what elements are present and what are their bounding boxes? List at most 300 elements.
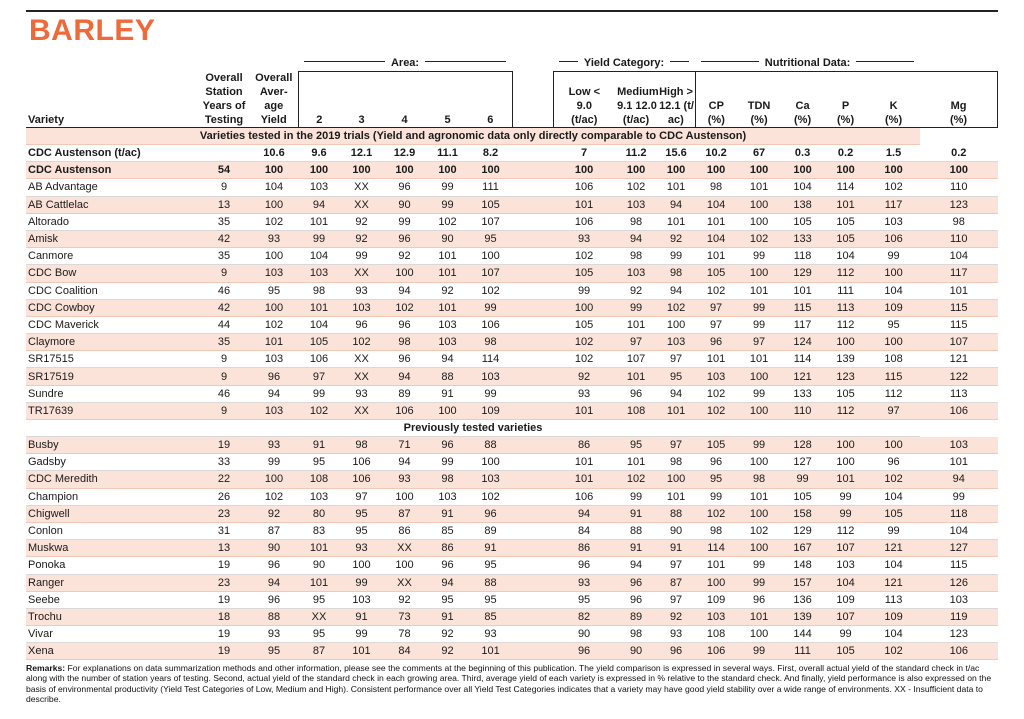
variety-name: Conlon bbox=[26, 522, 198, 539]
table-cell: 100 bbox=[737, 540, 781, 557]
table-cell: 99 bbox=[426, 196, 469, 213]
table-row bbox=[26, 299, 998, 316]
table-cell: 100 bbox=[824, 454, 867, 471]
spacer-cell bbox=[512, 608, 553, 625]
table-cell: 92 bbox=[657, 230, 695, 247]
table-row bbox=[26, 626, 998, 643]
table-cell: 101 bbox=[553, 196, 615, 213]
table-cell: 85 bbox=[426, 522, 469, 539]
table-cell: 99 bbox=[553, 282, 615, 299]
variety-name: Champion bbox=[26, 488, 198, 505]
table-cell: 83 bbox=[298, 522, 340, 539]
table-cell: 100 bbox=[867, 162, 920, 179]
table-cell: 86 bbox=[383, 522, 426, 539]
table-cell: 123 bbox=[920, 196, 997, 213]
spacer-cell bbox=[512, 488, 553, 505]
table-cell: 103 bbox=[250, 402, 298, 419]
table-cell: 99 bbox=[867, 522, 920, 539]
table-row bbox=[26, 522, 998, 539]
table-cell: 102 bbox=[553, 334, 615, 351]
table-cell: 97 bbox=[657, 591, 695, 608]
table-row bbox=[26, 368, 998, 385]
table-cell: 99 bbox=[250, 454, 298, 471]
table-cell: XX bbox=[340, 196, 383, 213]
table-cell: 92 bbox=[553, 368, 615, 385]
table-cell: 96 bbox=[695, 454, 737, 471]
table-cell: 96 bbox=[469, 505, 512, 522]
table-cell: 86 bbox=[553, 540, 615, 557]
table-cell: 122 bbox=[920, 368, 997, 385]
table-cell: 90 bbox=[657, 522, 695, 539]
table-cell: 99 bbox=[824, 505, 867, 522]
table-cell: 100 bbox=[824, 437, 867, 454]
variety-name: Muskwa bbox=[26, 540, 198, 557]
spacer-cell bbox=[512, 196, 553, 213]
table-cell: 121 bbox=[867, 574, 920, 591]
section-header bbox=[26, 420, 998, 437]
table-cell: 94 bbox=[657, 385, 695, 402]
table-cell: 9 bbox=[198, 368, 250, 385]
table-cell: 101 bbox=[824, 471, 867, 488]
table-cell: 100 bbox=[867, 265, 920, 282]
table-cell: 102 bbox=[867, 643, 920, 660]
table-cell: 101 bbox=[298, 213, 340, 230]
spacer-cell bbox=[512, 162, 553, 179]
table-cell: 98 bbox=[920, 213, 997, 230]
table-cell: 90 bbox=[553, 626, 615, 643]
variety-name: Seebe bbox=[26, 591, 198, 608]
table-cell: 148 bbox=[781, 557, 824, 574]
table-cell: 112 bbox=[824, 316, 867, 333]
table-cell: 91 bbox=[615, 540, 657, 557]
table-cell: 96 bbox=[615, 385, 657, 402]
table-cell: 97 bbox=[867, 402, 920, 419]
table-cell: 88 bbox=[426, 368, 469, 385]
table-cell: 96 bbox=[695, 334, 737, 351]
table-cell: 102 bbox=[615, 179, 657, 196]
table-cell: 98 bbox=[695, 522, 737, 539]
area-5-header: 5 bbox=[426, 71, 469, 128]
table-cell: 98 bbox=[469, 334, 512, 351]
table-row bbox=[26, 145, 998, 162]
table-cell: 35 bbox=[198, 213, 250, 230]
table-cell: 96 bbox=[657, 643, 695, 660]
variety-name: Gadsby bbox=[26, 454, 198, 471]
table-cell: 88 bbox=[469, 574, 512, 591]
table-cell: 101 bbox=[781, 282, 824, 299]
table-cell: 101 bbox=[426, 248, 469, 265]
table-cell: 95 bbox=[426, 591, 469, 608]
table-cell: 97 bbox=[657, 437, 695, 454]
table-cell: 97 bbox=[298, 368, 340, 385]
table-cell: 95 bbox=[250, 282, 298, 299]
table-cell: 109 bbox=[867, 608, 920, 625]
table-cell: 105 bbox=[298, 334, 340, 351]
table-row bbox=[26, 540, 998, 557]
table-cell: 100 bbox=[250, 196, 298, 213]
table-cell: 89 bbox=[615, 608, 657, 625]
table-row bbox=[26, 196, 998, 213]
table-cell: 99 bbox=[426, 454, 469, 471]
table-cell: 89 bbox=[469, 522, 512, 539]
table-cell: 101 bbox=[426, 299, 469, 316]
table-cell: 91 bbox=[298, 437, 340, 454]
table-cell: 133 bbox=[781, 385, 824, 402]
table-cell: 109 bbox=[867, 299, 920, 316]
table-cell: 100 bbox=[737, 162, 781, 179]
table-cell: XX bbox=[340, 179, 383, 196]
spacer-cell bbox=[512, 522, 553, 539]
table-cell: 87 bbox=[250, 522, 298, 539]
table-cell: 104 bbox=[920, 248, 997, 265]
table-cell: 97 bbox=[657, 557, 695, 574]
table-cell: 100 bbox=[737, 368, 781, 385]
table-cell: 93 bbox=[553, 385, 615, 402]
table-cell: 22 bbox=[198, 471, 250, 488]
table-cell: 100 bbox=[426, 402, 469, 419]
table-row bbox=[26, 574, 998, 591]
table-cell: 106 bbox=[469, 316, 512, 333]
table-cell: 97 bbox=[695, 299, 737, 316]
table-cell: 91 bbox=[615, 505, 657, 522]
table-cell: 106 bbox=[867, 230, 920, 247]
table-cell: 105 bbox=[469, 196, 512, 213]
remarks bbox=[26, 663, 1002, 705]
table-cell: 114 bbox=[781, 351, 824, 368]
table-cell: 100 bbox=[615, 162, 657, 179]
table-cell: 103 bbox=[867, 213, 920, 230]
table-cell: 144 bbox=[781, 626, 824, 643]
section-header bbox=[26, 128, 998, 145]
table-cell: 0.2 bbox=[824, 145, 867, 162]
table-cell: 136 bbox=[781, 591, 824, 608]
table-cell: 127 bbox=[920, 540, 997, 557]
table-cell: 101 bbox=[657, 402, 695, 419]
table-cell: 23 bbox=[198, 505, 250, 522]
table-cell: 99 bbox=[920, 488, 997, 505]
area-4-header: 4 bbox=[383, 71, 426, 128]
table-cell: 44 bbox=[198, 316, 250, 333]
table-cell: 129 bbox=[781, 522, 824, 539]
table-cell: 139 bbox=[781, 608, 824, 625]
nutrition-p-header: P (%) bbox=[824, 71, 867, 128]
table-cell: 101 bbox=[920, 454, 997, 471]
table-cell: 107 bbox=[824, 540, 867, 557]
area-6-header: 6 bbox=[469, 71, 512, 128]
table-cell: 96 bbox=[737, 591, 781, 608]
table-cell: 99 bbox=[615, 488, 657, 505]
table-cell: 96 bbox=[553, 643, 615, 660]
spacer-cell bbox=[512, 626, 553, 643]
table-cell: 97 bbox=[657, 351, 695, 368]
table-cell: 90 bbox=[383, 196, 426, 213]
table-cell: 101 bbox=[737, 351, 781, 368]
spacer-cell bbox=[512, 437, 553, 454]
spacer-cell bbox=[512, 179, 553, 196]
table-cell: 12.9 bbox=[383, 145, 426, 162]
table-cell: 102 bbox=[469, 488, 512, 505]
nutrition-ca-header: Ca (%) bbox=[781, 71, 824, 128]
table-cell: 90 bbox=[298, 557, 340, 574]
table-cell: 101 bbox=[657, 179, 695, 196]
table-cell: 80 bbox=[298, 505, 340, 522]
table-cell: 98 bbox=[695, 179, 737, 196]
table-cell: 92 bbox=[383, 248, 426, 265]
table-cell: 100 bbox=[657, 471, 695, 488]
table-cell: 109 bbox=[695, 591, 737, 608]
table-cell: 101 bbox=[737, 179, 781, 196]
table-cell: 115 bbox=[920, 557, 997, 574]
table-cell: 46 bbox=[198, 385, 250, 402]
table-cell: 158 bbox=[781, 505, 824, 522]
table-cell: 100 bbox=[657, 316, 695, 333]
variety-name: AB Cattlelac bbox=[26, 196, 198, 213]
table-cell: 113 bbox=[867, 591, 920, 608]
table-cell: 118 bbox=[920, 505, 997, 522]
table-cell: 101 bbox=[553, 454, 615, 471]
variety-name: CDC Maverick bbox=[26, 316, 198, 333]
table-cell: 100 bbox=[781, 162, 824, 179]
table-cell: 95 bbox=[469, 591, 512, 608]
table-cell: 99 bbox=[824, 488, 867, 505]
variety-name: Ponoka bbox=[26, 557, 198, 574]
table-cell: 109 bbox=[469, 402, 512, 419]
table-cell: 101 bbox=[737, 282, 781, 299]
table-cell: XX bbox=[340, 402, 383, 419]
table-cell: 133 bbox=[781, 230, 824, 247]
table-row bbox=[26, 162, 998, 179]
table-cell: 96 bbox=[383, 179, 426, 196]
table-cell: 111 bbox=[824, 282, 867, 299]
table-cell: 102 bbox=[695, 505, 737, 522]
table-cell: 97 bbox=[615, 334, 657, 351]
table-cell: 100 bbox=[298, 162, 340, 179]
table-cell: 121 bbox=[920, 351, 997, 368]
table-cell: 19 bbox=[198, 591, 250, 608]
table-cell: 100 bbox=[737, 626, 781, 643]
table-cell: 19 bbox=[198, 557, 250, 574]
table-cell: 99 bbox=[469, 385, 512, 402]
table-cell: 97 bbox=[737, 334, 781, 351]
table-row bbox=[26, 213, 998, 230]
spacer-cell bbox=[512, 248, 553, 265]
table-row bbox=[26, 316, 998, 333]
table-cell: 10.6 bbox=[250, 145, 298, 162]
table-cell: 104 bbox=[920, 522, 997, 539]
table-row bbox=[26, 179, 998, 196]
years-testing-header: Overall Station Years of Testing bbox=[198, 71, 250, 128]
table-cell: 9 bbox=[198, 402, 250, 419]
table-cell: 117 bbox=[920, 265, 997, 282]
table-cell: 104 bbox=[250, 179, 298, 196]
table-cell: 102 bbox=[695, 402, 737, 419]
table-cell: 94 bbox=[383, 454, 426, 471]
spacer-cell bbox=[512, 351, 553, 368]
section-label: Varieties tested in the 2019 trials (Yield and agronomic data only directly comparable to CDC Austenson) bbox=[26, 128, 920, 145]
table-cell: 107 bbox=[920, 334, 997, 351]
table-cell: 107 bbox=[469, 265, 512, 282]
table-cell: 106 bbox=[920, 402, 997, 419]
variety-name: Amisk bbox=[26, 230, 198, 247]
table-cell: 87 bbox=[657, 574, 695, 591]
table-row bbox=[26, 608, 998, 625]
table-cell: 100 bbox=[250, 471, 298, 488]
variety-name: CDC Meredith bbox=[26, 471, 198, 488]
table-cell: 100 bbox=[867, 437, 920, 454]
table-cell: 92 bbox=[615, 282, 657, 299]
table-row bbox=[26, 505, 998, 522]
table-cell: 105 bbox=[781, 488, 824, 505]
table-cell: 100 bbox=[737, 505, 781, 522]
table-cell: 93 bbox=[383, 471, 426, 488]
table-cell: 103 bbox=[426, 334, 469, 351]
spacer-cell bbox=[512, 316, 553, 333]
table-cell: 129 bbox=[781, 265, 824, 282]
spacer-cell bbox=[512, 213, 553, 230]
table-cell: 99 bbox=[340, 248, 383, 265]
table-cell: 99 bbox=[426, 179, 469, 196]
table-cell: 8.2 bbox=[469, 145, 512, 162]
table-cell: 107 bbox=[615, 351, 657, 368]
spacer-cell bbox=[512, 230, 553, 247]
table-cell: 95 bbox=[695, 471, 737, 488]
table-cell: 101 bbox=[920, 282, 997, 299]
table-cell: 91 bbox=[657, 540, 695, 557]
spacer-cell bbox=[512, 402, 553, 419]
table-cell: 54 bbox=[198, 162, 250, 179]
table-cell: 78 bbox=[383, 626, 426, 643]
table-cell: 110 bbox=[920, 179, 997, 196]
table-cell: XX bbox=[340, 351, 383, 368]
table-cell: 94 bbox=[250, 574, 298, 591]
table-cell: 105 bbox=[695, 265, 737, 282]
spacer-cell bbox=[512, 334, 553, 351]
table-cell: 105 bbox=[824, 230, 867, 247]
variety-name: SR17519 bbox=[26, 368, 198, 385]
spacer-cell bbox=[512, 540, 553, 557]
table-row bbox=[26, 454, 998, 471]
table-cell: 91 bbox=[426, 608, 469, 625]
table-cell: 95 bbox=[250, 643, 298, 660]
table-cell: 106 bbox=[695, 643, 737, 660]
table-cell: 7 bbox=[553, 145, 615, 162]
table-cell: 101 bbox=[695, 248, 737, 265]
page-title: BARLEY bbox=[29, 14, 156, 47]
table-cell: 100 bbox=[383, 557, 426, 574]
table-cell: 94 bbox=[553, 505, 615, 522]
table-cell: 93 bbox=[553, 230, 615, 247]
table-cell: 138 bbox=[781, 196, 824, 213]
table-cell: 94 bbox=[657, 282, 695, 299]
table-cell: 99 bbox=[615, 299, 657, 316]
table-cell: 103 bbox=[695, 608, 737, 625]
table-cell: 123 bbox=[920, 626, 997, 643]
table-cell: 102 bbox=[737, 230, 781, 247]
table-cell: 98 bbox=[737, 471, 781, 488]
table-cell: 111 bbox=[469, 179, 512, 196]
table-cell: 102 bbox=[426, 213, 469, 230]
table-cell: 95 bbox=[553, 591, 615, 608]
table-cell: 1.5 bbox=[867, 145, 920, 162]
table-cell: 99 bbox=[824, 626, 867, 643]
table-cell: 102 bbox=[657, 299, 695, 316]
table-cell: 92 bbox=[426, 626, 469, 643]
variety-name: Ranger bbox=[26, 574, 198, 591]
table-cell: 103 bbox=[657, 334, 695, 351]
table-cell: 85 bbox=[469, 608, 512, 625]
table-cell: 96 bbox=[553, 557, 615, 574]
table-cell: 104 bbox=[695, 196, 737, 213]
table-cell: 96 bbox=[615, 574, 657, 591]
table-cell: 98 bbox=[615, 626, 657, 643]
table-cell: 11.1 bbox=[426, 145, 469, 162]
variety-name: AB Advantage bbox=[26, 179, 198, 196]
table-cell: 95 bbox=[340, 505, 383, 522]
spacer-cell bbox=[512, 368, 553, 385]
table-cell: 101 bbox=[737, 608, 781, 625]
table-cell: 95 bbox=[298, 626, 340, 643]
table-cell: 96 bbox=[250, 591, 298, 608]
variety-name: CDC Coalition bbox=[26, 282, 198, 299]
spacer-cell bbox=[512, 505, 553, 522]
nutrition-mg-header: Mg (%) bbox=[920, 71, 997, 128]
table-cell: 90 bbox=[615, 643, 657, 660]
table-cell: 102 bbox=[737, 522, 781, 539]
table-row bbox=[26, 265, 998, 282]
table-cell: 115 bbox=[781, 299, 824, 316]
table-cell: 100 bbox=[383, 488, 426, 505]
table-cell: 100 bbox=[737, 265, 781, 282]
table-cell: 98 bbox=[657, 454, 695, 471]
table-cell: 96 bbox=[340, 316, 383, 333]
table-cell: 99 bbox=[298, 385, 340, 402]
section-label: Previously tested varieties bbox=[26, 420, 920, 437]
table-cell: 96 bbox=[383, 230, 426, 247]
table-cell: XX bbox=[383, 540, 426, 557]
table-cell: 100 bbox=[737, 402, 781, 419]
table-cell: 91 bbox=[340, 608, 383, 625]
table-cell: 103 bbox=[426, 316, 469, 333]
table-cell: 94 bbox=[615, 557, 657, 574]
table-cell: 73 bbox=[383, 608, 426, 625]
table-cell: 102 bbox=[553, 351, 615, 368]
table-cell: 102 bbox=[695, 385, 737, 402]
table-cell: 94 bbox=[298, 196, 340, 213]
table-cell: 102 bbox=[250, 316, 298, 333]
table-cell: 95 bbox=[469, 230, 512, 247]
table-cell: 42 bbox=[198, 230, 250, 247]
table-cell: 101 bbox=[615, 368, 657, 385]
variety-name: Sundre bbox=[26, 385, 198, 402]
table-row bbox=[26, 643, 998, 660]
table-cell: 96 bbox=[383, 316, 426, 333]
table-cell: 105 bbox=[824, 643, 867, 660]
table-cell: 96 bbox=[867, 454, 920, 471]
table-cell: 105 bbox=[781, 213, 824, 230]
table-cell: 100 bbox=[553, 299, 615, 316]
table-cell: 102 bbox=[867, 179, 920, 196]
table-cell: 98 bbox=[298, 282, 340, 299]
table-cell: 101 bbox=[553, 471, 615, 488]
table-cell: 167 bbox=[781, 540, 824, 557]
table-cell: 92 bbox=[340, 230, 383, 247]
table-cell: 92 bbox=[250, 505, 298, 522]
table-cell: 9 bbox=[198, 351, 250, 368]
table-cell: 67 bbox=[737, 145, 781, 162]
table-cell: 104 bbox=[867, 557, 920, 574]
table-cell: 100 bbox=[657, 162, 695, 179]
table-cell: 103 bbox=[469, 471, 512, 488]
